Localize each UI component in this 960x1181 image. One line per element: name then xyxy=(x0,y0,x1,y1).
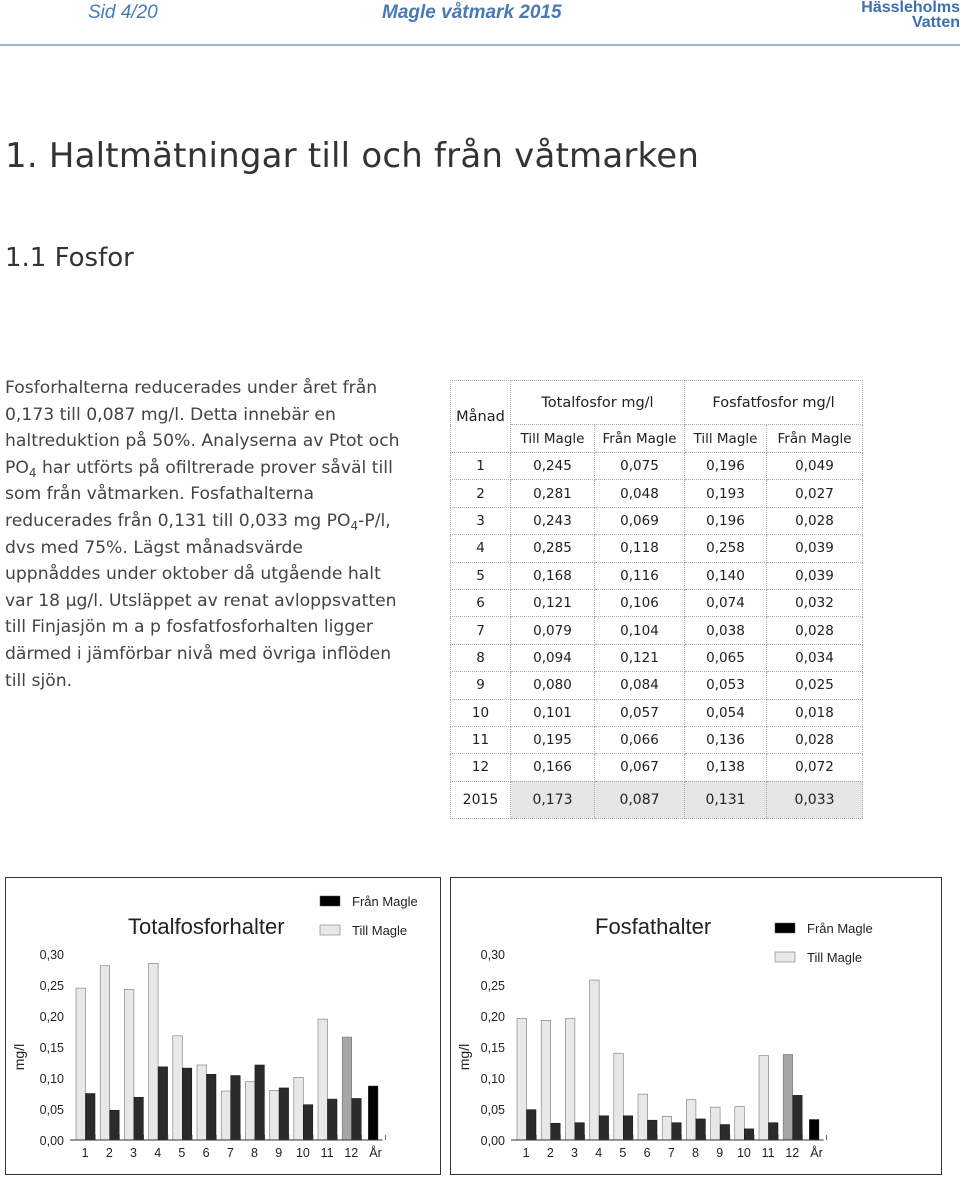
value-cell: 0,196 xyxy=(685,507,767,534)
table-row xyxy=(451,453,863,480)
bar-fran-magle xyxy=(648,1120,658,1140)
bar-till-magle xyxy=(76,988,86,1140)
bar-fran-magle xyxy=(279,1088,289,1140)
y-tick-label: 0,05 xyxy=(480,1103,505,1117)
value-cell: 0,116 xyxy=(595,562,685,589)
y-tick-label: 0,15 xyxy=(480,1041,505,1055)
bar-fran-magle xyxy=(527,1110,537,1140)
month-cell: 9 xyxy=(451,672,511,699)
y-tick-label: 0,10 xyxy=(480,1072,505,1086)
bar-fran-magle xyxy=(182,1068,192,1140)
value-cell: 0,121 xyxy=(595,644,685,671)
bar-fran-magle xyxy=(86,1094,96,1141)
phosphate-chart xyxy=(450,877,942,1175)
phosphorus-table-container xyxy=(450,380,863,819)
value-cell: 0,075 xyxy=(595,453,685,480)
value-cell: 0,121 xyxy=(511,589,595,616)
value-cell: 0,074 xyxy=(685,589,767,616)
table-row xyxy=(451,672,863,699)
table-row xyxy=(451,480,863,507)
value-cell: 0,166 xyxy=(511,754,595,781)
y-tick-label: 0,15 xyxy=(39,1041,64,1055)
logo-text-line2: Vatten xyxy=(911,14,960,31)
bar-fran-magle xyxy=(255,1065,265,1140)
column-header: Från Magle xyxy=(595,425,685,453)
table-row xyxy=(451,617,863,644)
legend-label-from: Från Magle xyxy=(807,921,873,936)
bar-till-magle xyxy=(686,1100,696,1140)
legend-swatch-from xyxy=(775,923,795,933)
value-cell: 0,079 xyxy=(511,617,595,644)
legend-label-from: Från Magle xyxy=(352,894,418,909)
month-cell: 1 xyxy=(451,453,511,480)
value-cell: 0,072 xyxy=(767,754,863,781)
bar-fran-magle xyxy=(672,1123,682,1140)
chart-title: Totalfosforhalter xyxy=(128,914,285,939)
x-tick-label: 8 xyxy=(251,1146,258,1160)
year-cell: 2015 xyxy=(451,781,511,818)
value-cell: 0,034 xyxy=(767,644,863,671)
table-row xyxy=(451,644,863,671)
value-cell: 0,038 xyxy=(685,617,767,644)
value-cell: 0,140 xyxy=(685,562,767,589)
bar-till-magle xyxy=(173,1036,183,1140)
value-cell: 0,027 xyxy=(767,480,863,507)
phosphate-header: Fosfatfosfor mg/l xyxy=(685,381,863,425)
bar-fran-magle xyxy=(696,1119,706,1140)
x-tick-label: 9 xyxy=(716,1146,724,1160)
x-tick-label: 6 xyxy=(643,1146,651,1160)
table-row xyxy=(451,754,863,781)
value-cell: 0,168 xyxy=(511,562,595,589)
bar-fran-magle xyxy=(134,1097,144,1140)
bar-fran-magle xyxy=(720,1125,730,1141)
x-tick-label: 11 xyxy=(761,1146,775,1160)
y-tick-label: 0,05 xyxy=(39,1103,64,1117)
bar-fran-magle xyxy=(328,1099,338,1140)
month-cell: 5 xyxy=(451,562,511,589)
value-cell: 0,245 xyxy=(511,453,595,480)
x-tick-label: 3 xyxy=(130,1146,137,1160)
bar-till-magle xyxy=(245,1082,255,1140)
paragraph-part-3: -P/l, dvs med 75%. Lägst månadsvärde uppnåddes under oktober då utgående halt var 18 µg/l. Utsläppet av renat avloppsvatten till Finjasjön m a p fosfatfosforhalten ligger därmed i jämförbar nivå med övriga inflöden till sjön. xyxy=(5,510,397,691)
month-cell: 8 xyxy=(451,644,511,671)
bar-fran-magle xyxy=(158,1067,168,1140)
subsection-heading: 1.1 Fosfor xyxy=(5,243,134,273)
table-row xyxy=(451,589,863,616)
bar-till-magle xyxy=(270,1090,280,1140)
total-phosphorus-chart xyxy=(5,877,441,1175)
x-tick-label: 12 xyxy=(785,1146,800,1160)
legend-label-till: Till Magle xyxy=(807,950,863,965)
logo-text-line1: Hässleholms xyxy=(861,0,960,16)
month-cell: 10 xyxy=(451,699,511,726)
x-tick-label: 10 xyxy=(295,1146,310,1160)
y-tick-label: 0,00 xyxy=(480,1134,505,1148)
table-row xyxy=(451,507,863,534)
legend-swatch-till xyxy=(320,925,340,935)
value-cell: 0,032 xyxy=(767,589,863,616)
total-value-cell: 0,173 xyxy=(511,781,595,818)
page-header xyxy=(0,0,960,46)
month-cell: 3 xyxy=(451,507,511,534)
value-cell: 0,136 xyxy=(685,726,767,753)
y-tick-label: 0,30 xyxy=(39,948,64,962)
x-tick-label: 7 xyxy=(226,1146,234,1160)
value-cell: 0,285 xyxy=(511,535,595,562)
x-tick-label: 10 xyxy=(736,1146,751,1160)
bar-fran-magle xyxy=(809,1120,819,1140)
page-number: Sid 4/20 xyxy=(88,2,158,23)
x-tick-label: 2 xyxy=(546,1146,554,1160)
x-tick-label: 12 xyxy=(344,1146,359,1160)
legend-label-till: Till Magle xyxy=(352,923,408,938)
bar-fran-magle xyxy=(744,1129,754,1140)
value-cell: 0,049 xyxy=(767,453,863,480)
phosphorus-table xyxy=(450,380,863,819)
value-cell: 0,065 xyxy=(685,644,767,671)
bar-till-magle xyxy=(638,1094,648,1140)
bar-till-magle xyxy=(565,1018,575,1140)
value-cell: 0,104 xyxy=(595,617,685,644)
paragraph-part-1: Fosforhalterna reducerades under året från 0,173 till 0,087 mg/l. Detta innebär en haltreduktion på 50%. Analyserna av Ptot och PO xyxy=(5,378,400,478)
total-value-cell: 0,033 xyxy=(767,781,863,818)
y-tick-label: 0,00 xyxy=(39,1134,64,1148)
x-tick-label: 9 xyxy=(275,1146,283,1160)
y-axis-label: mg/l xyxy=(11,1043,27,1071)
y-tick-label: 0,30 xyxy=(480,948,505,962)
value-cell: 0,258 xyxy=(685,535,767,562)
value-cell: 0,053 xyxy=(685,672,767,699)
chart-title: Fosfathalter xyxy=(595,914,712,939)
bar-till-magle xyxy=(221,1091,231,1140)
month-cell: 7 xyxy=(451,617,511,644)
bar-till-magle xyxy=(294,1077,304,1140)
bar-fran-magle xyxy=(303,1105,313,1140)
x-tick-label: År xyxy=(369,1146,382,1160)
total-value-cell: 0,087 xyxy=(595,781,685,818)
document-title: Magle våtmark 2015 xyxy=(382,2,562,23)
bar-till-magle xyxy=(735,1107,745,1140)
bar-till-magle xyxy=(783,1054,793,1140)
value-cell: 0,195 xyxy=(511,726,595,753)
bar-till-magle xyxy=(124,989,133,1140)
column-header: Till Magle xyxy=(511,425,595,453)
phosphate-chart-svg xyxy=(451,878,941,1174)
legend-swatch-till xyxy=(775,952,795,962)
value-cell: 0,054 xyxy=(685,699,767,726)
table-row xyxy=(451,726,863,753)
value-cell: 0,028 xyxy=(767,507,863,534)
table-total-row xyxy=(451,781,863,818)
y-tick-label: 0,20 xyxy=(480,1010,505,1024)
subscript-4: 4 xyxy=(28,465,37,480)
total-phosphorus-header: Totalfosfor mg/l xyxy=(511,381,685,425)
x-tick-label: 3 xyxy=(571,1146,578,1160)
bar-till-magle xyxy=(197,1065,207,1140)
body-paragraph xyxy=(5,375,400,694)
value-cell: 0,094 xyxy=(511,644,595,671)
column-header: Till Magle xyxy=(685,425,767,453)
x-tick-label: År xyxy=(810,1146,823,1160)
bar-till-magle xyxy=(711,1107,721,1140)
value-cell: 0,066 xyxy=(595,726,685,753)
x-tick-label: 4 xyxy=(595,1146,603,1160)
value-cell: 0,069 xyxy=(595,507,685,534)
header-divider xyxy=(0,44,960,46)
month-cell: 11 xyxy=(451,726,511,753)
bar-fran-magle xyxy=(575,1123,585,1140)
value-cell: 0,101 xyxy=(511,699,595,726)
value-cell: 0,196 xyxy=(685,453,767,480)
bar-fran-magle xyxy=(352,1098,362,1140)
bar-fran-magle xyxy=(231,1076,241,1140)
value-cell: 0,025 xyxy=(767,672,863,699)
total-phosphorus-chart-svg xyxy=(6,878,440,1174)
bar-till-magle xyxy=(614,1053,624,1140)
section-heading: 1. Haltmätningar till och från våtmarken xyxy=(5,136,700,176)
bar-fran-magle xyxy=(368,1086,378,1140)
x-tick-label: 5 xyxy=(178,1146,186,1160)
bar-fran-magle xyxy=(769,1123,779,1140)
value-cell: 0,067 xyxy=(595,754,685,781)
month-cell: 4 xyxy=(451,535,511,562)
value-cell: 0,039 xyxy=(767,562,863,589)
month-cell: 2 xyxy=(451,480,511,507)
x-tick-label: 7 xyxy=(667,1146,675,1160)
value-cell: 0,048 xyxy=(595,480,685,507)
value-cell: 0,028 xyxy=(767,726,863,753)
bar-till-magle xyxy=(541,1020,551,1140)
value-cell: 0,138 xyxy=(685,754,767,781)
bar-fran-magle xyxy=(599,1116,609,1140)
value-cell: 0,106 xyxy=(595,589,685,616)
month-cell: 12 xyxy=(451,754,511,781)
bar-till-magle xyxy=(149,963,159,1140)
table-row xyxy=(451,699,863,726)
month-header: Månad xyxy=(451,381,511,453)
bar-till-magle xyxy=(517,1018,527,1140)
table-body xyxy=(451,453,863,819)
bar-till-magle xyxy=(342,1037,352,1140)
x-tick-label: 4 xyxy=(154,1146,162,1160)
bar-till-magle xyxy=(759,1056,769,1140)
value-cell: 0,028 xyxy=(767,617,863,644)
table-row xyxy=(451,535,863,562)
x-tick-label: 11 xyxy=(320,1146,334,1160)
table-row xyxy=(451,562,863,589)
value-cell: 0,057 xyxy=(595,699,685,726)
bar-fran-magle xyxy=(207,1074,217,1140)
bar-fran-magle xyxy=(793,1095,803,1140)
value-cell: 0,193 xyxy=(685,480,767,507)
bar-fran-magle xyxy=(551,1123,561,1140)
bar-till-magle xyxy=(100,966,110,1140)
column-header: Från Magle xyxy=(767,425,863,453)
subscript-4-second: 4 xyxy=(350,518,359,533)
x-tick-label: 1 xyxy=(522,1146,530,1160)
month-cell: 6 xyxy=(451,589,511,616)
value-cell: 0,281 xyxy=(511,480,595,507)
y-axis-label: mg/l xyxy=(456,1043,472,1071)
bar-till-magle xyxy=(590,980,600,1140)
total-value-cell: 0,131 xyxy=(685,781,767,818)
value-cell: 0,118 xyxy=(595,535,685,562)
y-tick-label: 0,25 xyxy=(39,979,64,993)
value-cell: 0,039 xyxy=(767,535,863,562)
x-tick-label: 1 xyxy=(81,1146,89,1160)
value-cell: 0,084 xyxy=(595,672,685,699)
company-logo xyxy=(860,0,960,30)
value-cell: 0,018 xyxy=(767,699,863,726)
value-cell: 0,243 xyxy=(511,507,595,534)
paragraph-part-2: har utförts på ofiltrerade prover såväl till som från våtmarken. Fosfathalterna reducerades från 0,131 till 0,033 mg PO xyxy=(5,457,393,531)
legend-swatch-from xyxy=(320,896,340,906)
y-tick-label: 0,10 xyxy=(39,1072,64,1086)
bar-till-magle xyxy=(318,1019,328,1140)
x-tick-label: 8 xyxy=(692,1146,699,1160)
y-tick-label: 0,20 xyxy=(39,1010,64,1024)
bar-fran-magle xyxy=(110,1110,120,1140)
value-cell: 0,080 xyxy=(511,672,595,699)
x-tick-label: 2 xyxy=(105,1146,113,1160)
bar-till-magle xyxy=(662,1116,672,1140)
bar-fran-magle xyxy=(623,1116,633,1140)
x-tick-label: 6 xyxy=(202,1146,210,1160)
x-tick-label: 5 xyxy=(619,1146,627,1160)
y-tick-label: 0,25 xyxy=(480,979,505,993)
